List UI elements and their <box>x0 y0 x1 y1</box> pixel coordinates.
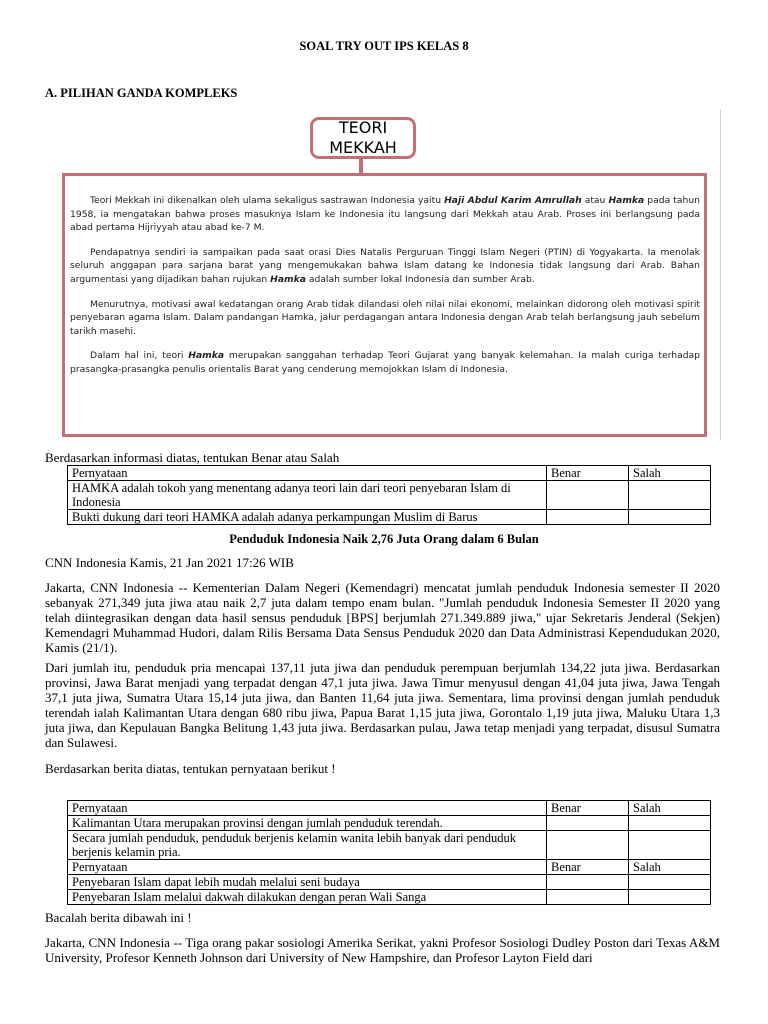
header-pernyataan: Pernyataan <box>68 860 547 875</box>
document-title: SOAL TRY OUT IPS KELAS 8 <box>299 39 469 53</box>
benar-answer-cell[interactable] <box>547 816 629 831</box>
text-span: pada tahun 1958, ia mengatakan bahwa proses masuknya Islam ke Indonesia itu langsung dari Mekkah atau Arab. Proses ini berlangsung pada abad pertama Hijriyyah atau abad ke-7 M. <box>70 195 700 234</box>
closing-paragraph: Jakarta, CNN Indonesia -- Tiga orang pakar sosiologi Amerika Serikat, yakni Profesor Sosiologi Dudley Poston dari Texas A&M University, Profesor Kenneth Johnson dari University of New Hampshire, dan Profesor Layton Field dari <box>45 935 720 965</box>
emphasis-name: Hamka <box>270 273 306 285</box>
statement-cell: Penyebaran Islam dapat lebih mudah melalui seni budaya <box>68 875 547 890</box>
table-header-row <box>68 801 711 816</box>
closing-instruction: Bacalah berita dibawah ini ! <box>45 910 192 925</box>
text-span: Pendapatnya sendiri ia sampaikan pada saat orasi Dies Natalis Perguruan Tinggi Islam Negeri (PTIN) di Yogyakarta. Ia menolak seluruh anggapan para sarjana barat yang mengemukakan bahwa Islam datang ke Indonesia tidak langsung dari Arab. Bahan argumentasi yang dijadikan bahan rujukan <box>70 246 700 285</box>
table-row <box>68 875 711 890</box>
q1-table <box>67 465 711 525</box>
section-heading: A. PILIHAN GANDA KOMPLEKS <box>45 86 238 100</box>
header-salah: Salah <box>629 860 711 875</box>
article-paragraph-1: Jakarta, CNN Indonesia -- Kementerian Dalam Negeri (Kemendagri) mencatat jumlah penduduk Indonesia semester II 2020 sebanyak 271,349 juta jiwa atau naik 2,7 juta dalam tempo enam bulan. "Jumlah penduduk Indonesia Semester II 2020 yang telah diintegrasikan dengan data hasil sensus penduduk [BPS] berjumlah 271.349.889 jiwa," ujar Sekretaris Jenderal (Sekjen) Kemendagri Muhammad Hudori, dalam Rilis Bersama Data Sensus Penduduk 2020 dan Data Administrasi Kependudukan 2020, Kamis (21/1). <box>45 580 720 655</box>
header-benar: Benar <box>547 801 629 816</box>
salah-answer-cell[interactable] <box>629 510 711 525</box>
emphasis-name: Hamka <box>608 195 645 206</box>
text-span: Dalam hal ini, teori <box>90 350 189 362</box>
header-pernyataan: Pernyataan <box>68 466 547 481</box>
table-header-row <box>68 466 711 481</box>
table-row <box>68 481 711 510</box>
badge-connector <box>359 158 363 175</box>
infographic-paragraph-2 <box>70 246 700 287</box>
q1-instruction: Berdasarkan informasi diatas, tentukan Benar atau Salah <box>45 450 340 465</box>
text-span: Teori Mekkah ini dikenalkan oleh ulama sekaligus sastrawan Indonesia yaitu <box>90 195 445 206</box>
article-paragraph-2: Dari jumlah itu, penduduk pria mencapai 137,11 juta jiwa dan penduduk perempuan berjumlah 134,22 juta jiwa. Berdasarkan provinsi, Jawa Barat menjadi yang terpadat dengan 47,1 juta jiwa. Jawa Timur menyusul dengan 41,04 juta jiwa, Jawa Tengah 37,1 juta jiwa, Sumatra Utara 15,14 juta jiwa, dan Banten 11,64 juta jiwa. Sementara, lima provinsi dengan jumlah penduduk terendah ialah Kalimantan Utara dengan 680 ribu jiwa, Papua Barat 1,15 juta jiwa, Gorontalo 1,19 juta jiwa, Maluku Utara 1,3 juta jiwa, dan Kepulauan Bangka Belitung 1,43 juta jiwa. Berdasarkan pulau, Jawa tetap menjadi yang terpadat, disusul Sumatra dan Sulawesi. <box>45 660 720 750</box>
salah-answer-cell[interactable] <box>629 481 711 510</box>
table-row <box>68 890 711 905</box>
infographic-paragraph-1 <box>70 194 700 235</box>
benar-answer-cell[interactable] <box>547 890 629 905</box>
statement-cell: HAMKA adalah tokoh yang menentang adanya teori lain dari teori penyebaran Islam di Indonesia <box>68 481 547 510</box>
teori-mekkah-badge: TEORI MEKKAH <box>310 117 416 159</box>
statement-cell: Bukti dukung dari teori HAMKA adalah adanya perkampungan Muslim di Barus <box>68 510 547 525</box>
emphasis-name: Hamka <box>188 350 225 362</box>
salah-answer-cell[interactable] <box>629 890 711 905</box>
benar-answer-cell[interactable] <box>547 510 629 525</box>
infographic-text <box>70 194 700 388</box>
header-salah: Salah <box>629 466 711 481</box>
benar-answer-cell[interactable] <box>547 481 629 510</box>
article-source: CNN Indonesia Kamis, 21 Jan 2021 17:26 WIB <box>45 555 294 570</box>
page-edge-line <box>720 110 721 440</box>
table-row <box>68 816 711 831</box>
benar-answer-cell[interactable] <box>547 831 629 860</box>
emphasis-name: Haji Abdul Karim Amrullah <box>444 195 582 206</box>
header-benar: Benar <box>547 860 629 875</box>
salah-answer-cell[interactable] <box>629 875 711 890</box>
text-span: atau <box>581 195 609 206</box>
infographic-paragraph-3: Menurutnya, motivasi awal kedatangan orang Arab tidak dilandasi oleh nilai nilai ekonomi, melainkan didorong oleh motivasi spirit penyebaran agama Islam. Dalam pandangan Hamka, jalur perdagangan antara Indonesia dengan Arab telah berlangsung jauh sebelum tarikh masehi. <box>70 298 700 337</box>
salah-answer-cell[interactable] <box>629 831 711 860</box>
teori-mekkah-infographic <box>62 173 707 437</box>
article-title: Penduduk Indonesia Naik 2,76 Juta Orang dalam 6 Bulan <box>229 532 539 546</box>
text-span: merupakan sanggahan terhadap Teori Gujarat yang banyak kelemahan. Ia malah curiga terhadap prasangka-prasangka penulis orientalis Barat yang cenderung memojokkan Islam di Indonesia. <box>70 350 700 375</box>
table-header-row <box>68 860 711 875</box>
salah-answer-cell[interactable] <box>629 816 711 831</box>
q2-table <box>67 800 711 905</box>
header-salah: Salah <box>629 801 711 816</box>
table-row <box>68 510 711 525</box>
table-row <box>68 831 711 860</box>
benar-answer-cell[interactable] <box>547 875 629 890</box>
statement-cell: Secara jumlah penduduk, penduduk berjenis kelamin wanita lebih banyak dari penduduk berjenis kelamin pria. <box>68 831 547 860</box>
header-pernyataan: Pernyataan <box>68 801 547 816</box>
infographic-paragraph-4 <box>70 349 700 376</box>
statement-cell: Kalimantan Utara merupakan provinsi dengan jumlah penduduk terendah. <box>68 816 547 831</box>
text-span: adalah sumber lokal Indonesia dan sumber Arab. <box>305 273 535 285</box>
statement-cell: Penyebaran Islam melalui dakwah dilakukan dengan peran Wali Sanga <box>68 890 547 905</box>
header-benar: Benar <box>547 466 629 481</box>
q2-instruction: Berdasarkan berita diatas, tentukan pernyataan berikut ! <box>45 761 336 776</box>
